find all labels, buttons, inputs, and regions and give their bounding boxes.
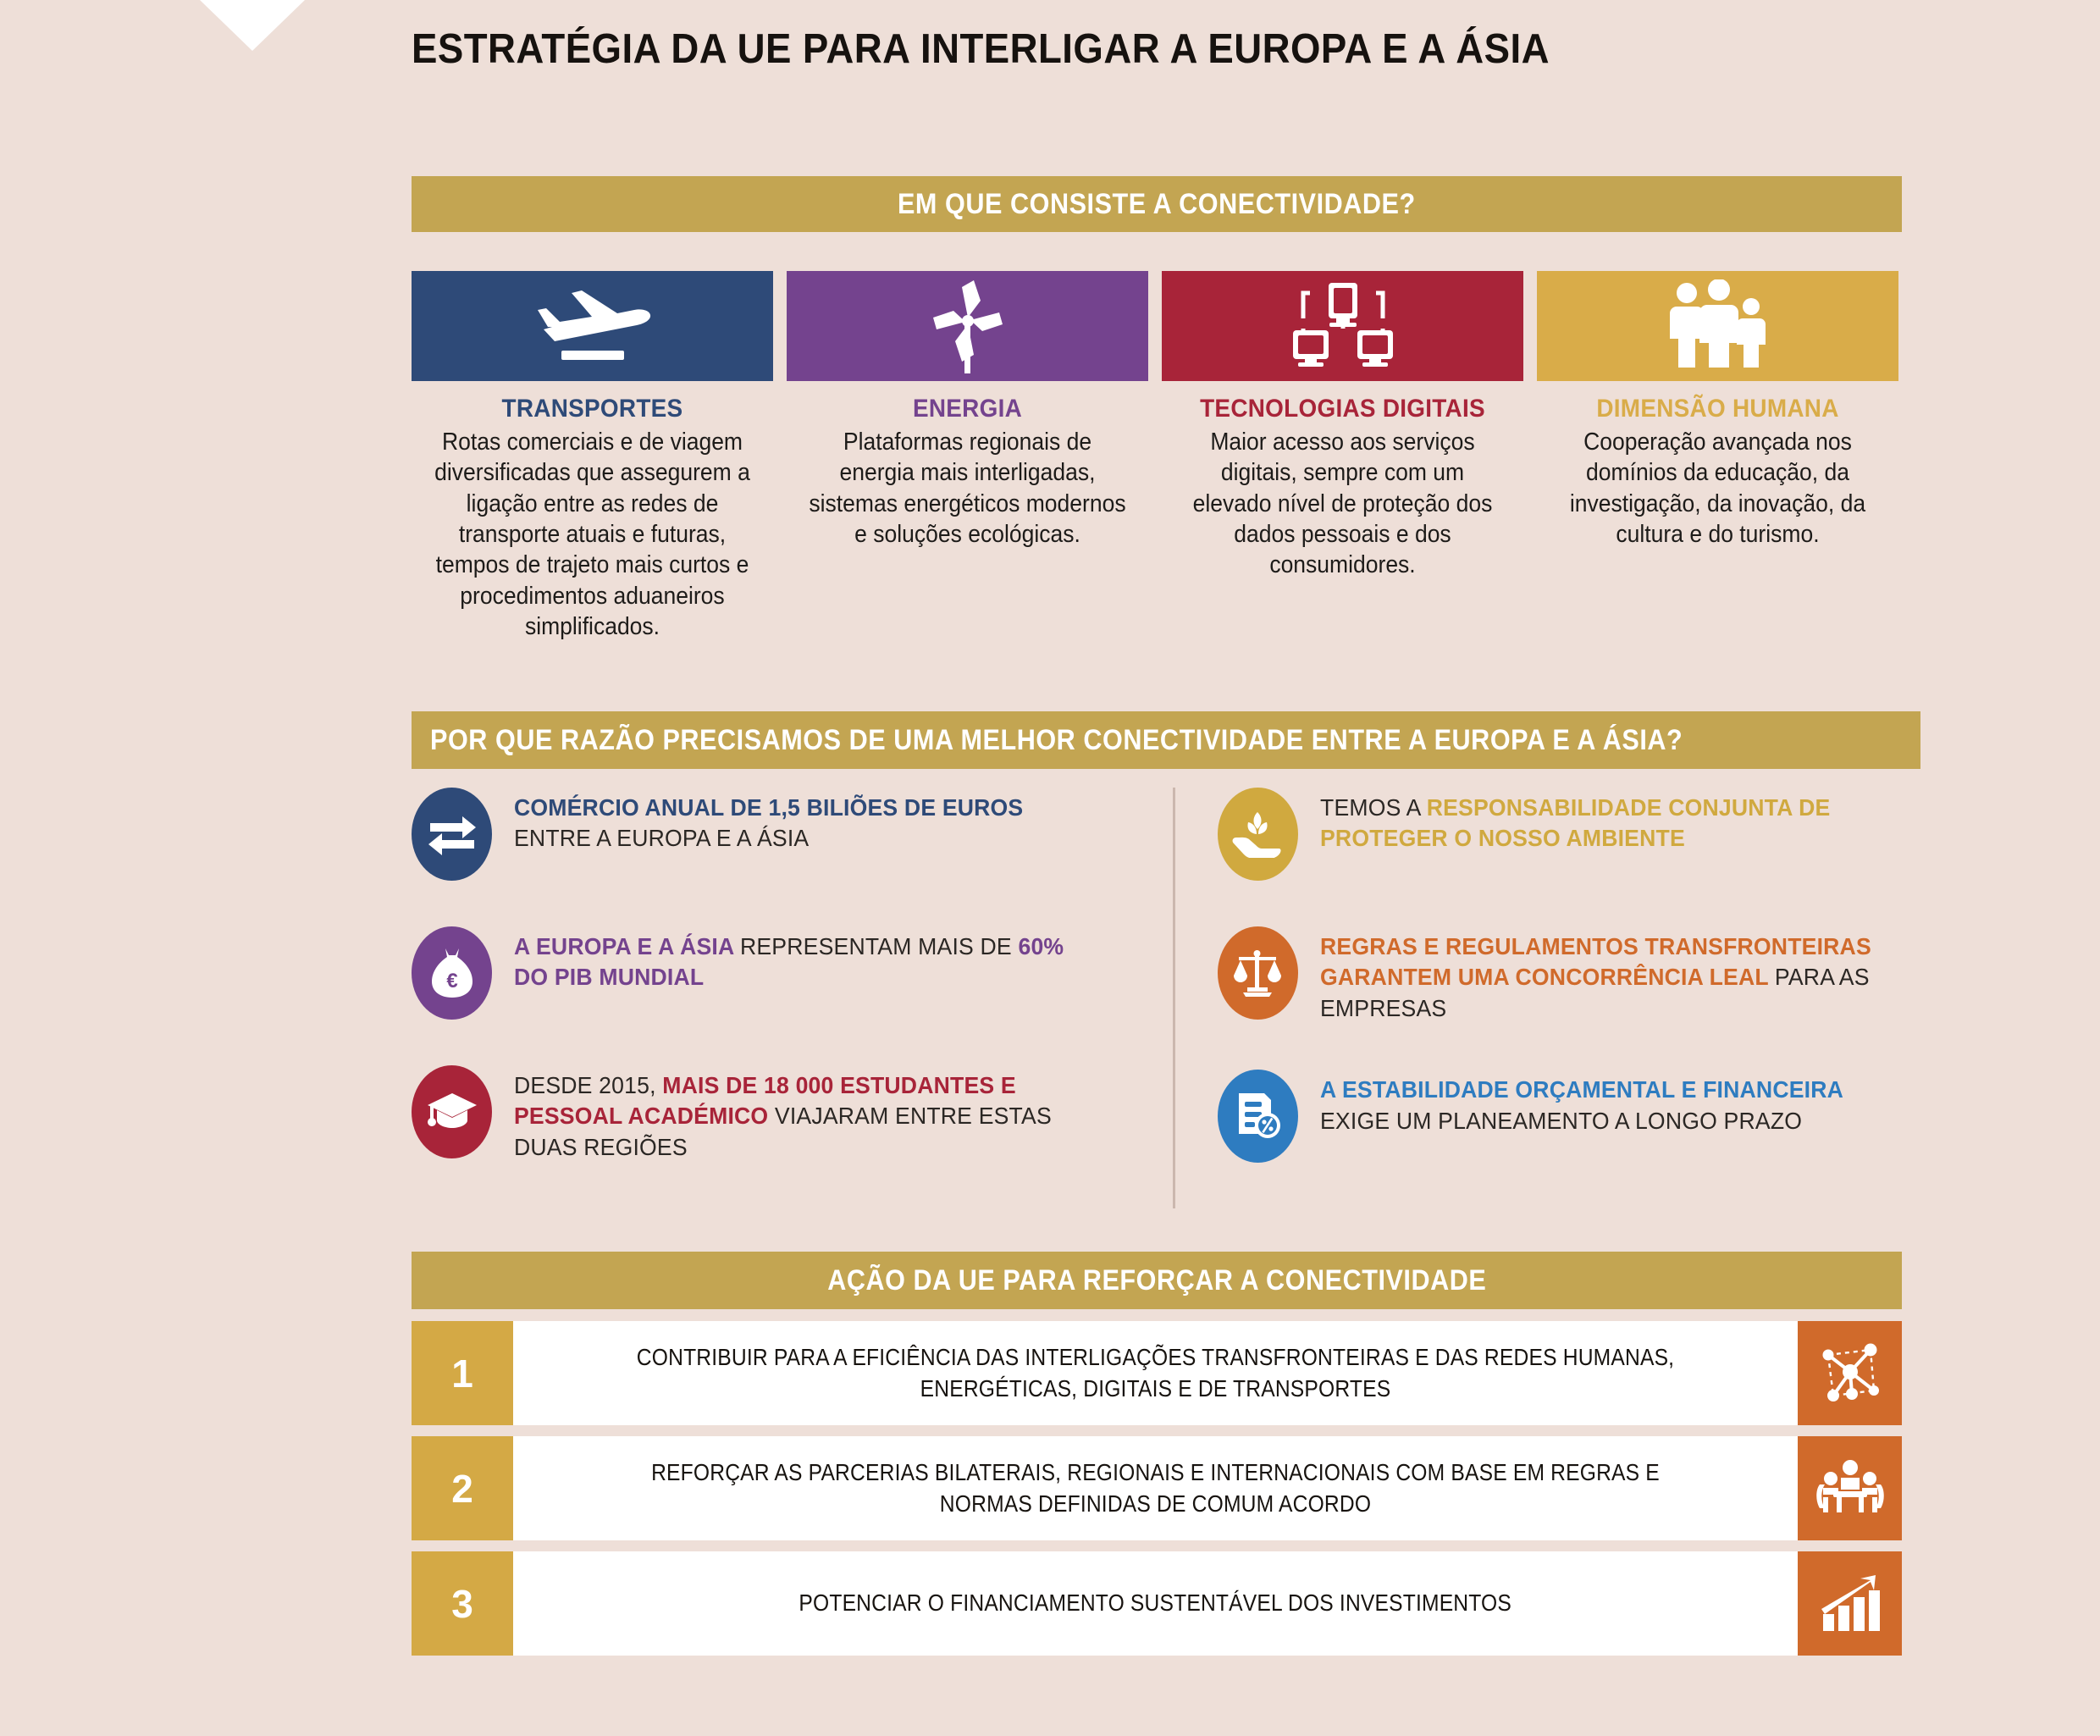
action-number-1: 1 <box>412 1321 513 1425</box>
action-body-1 <box>513 1321 1798 1425</box>
svg-text:€: € <box>445 970 458 992</box>
reasons-column-left <box>412 788 1097 1208</box>
banner-why-label: POR QUE RAZÃO PRECISAMOS DE UMA MELHOR CONECTIVIDADE ENTRE A EUROPA E A ÁSIA? <box>430 723 1683 756</box>
network-nodes-icon <box>1818 1341 1882 1406</box>
money-bag-euro-icon <box>430 947 474 999</box>
reason-gdp-normal: REPRESENTAM MAIS DE <box>739 933 1019 959</box>
pillar-title-dimensao: DIMENSÃO HUMANA <box>1596 395 1839 423</box>
pillar-thumb-transportes <box>412 271 773 381</box>
page-title: ESTRATÉGIA DA UE PARA INTERLIGAR A EUROPA E A ÁSIA <box>412 26 1550 72</box>
reason-students-normal2: VIAJARAM ENTRE ESTAS DUAS REGIÕES <box>514 1103 1052 1160</box>
action-text-1: CONTRIBUIR PARA A EFICIÊNCIA DAS INTERLIGAÇÕES TRANSFRONTEIRAS E DAS REDES HUMANAS, ENERGÉTICAS, DIGITAIS E DE TRANSPORTES <box>636 1343 1675 1402</box>
wind-turbine-icon <box>921 275 1014 377</box>
scales-justice-icon <box>1232 948 1283 998</box>
reason-icon-environment <box>1218 788 1298 881</box>
reason-trade-bold: COMÉRCIO ANUAL DE 1,5 BILIÕES DE EUROS <box>514 794 1024 821</box>
reason-gdp-bold1: A EUROPA E A ÁSIA <box>514 933 740 959</box>
banner-why-connectivity <box>412 711 1920 769</box>
reason-trade-lines <box>514 793 1067 854</box>
reason-text-trade <box>514 788 1097 854</box>
reason-gdp-bold2: 60% DO PIB MUNDIAL <box>514 933 1064 991</box>
action-body-3 <box>513 1551 1798 1656</box>
reason-stability-normal: EXIGE UM PLANEAMENTO A LONGO PRAZO <box>1319 1107 1802 1134</box>
pillar-title-transportes: TRANSPORTES <box>501 395 683 423</box>
action-icon-box-1 <box>1798 1321 1902 1425</box>
pillar-transportes <box>412 271 773 643</box>
action-icon-box-2 <box>1798 1436 1902 1540</box>
reason-students-bold: MAIS DE 18 000 ESTUDANTES E PESSOAL ACADÉMICO <box>514 1072 1016 1130</box>
growth-chart-icon <box>1818 1573 1882 1634</box>
airplane-icon <box>529 279 656 373</box>
reasons-section <box>412 788 1902 1208</box>
pillar-text-dimensao: Cooperação avançada nos domínios da educação, da investigação, da inovação, da cultura e do turismo. <box>1569 428 1866 548</box>
reason-students <box>412 1065 1097 1163</box>
reason-stability-bold: A ESTABILIDADE ORÇAMENTAL E FINANCEIRA <box>1319 1076 1843 1103</box>
two-way-arrows-icon <box>427 813 478 855</box>
reason-text-stability <box>1320 1070 1903 1136</box>
reason-rules <box>1218 926 1903 1024</box>
document-percent-icon <box>1234 1092 1281 1141</box>
meeting-table-icon <box>1816 1459 1884 1518</box>
reason-icon-rules <box>1218 926 1298 1020</box>
reason-icon-trade <box>412 788 492 881</box>
pillar-thumb-tecnologias <box>1162 271 1523 381</box>
action-row-2 <box>412 1436 1902 1540</box>
action-icon-box-3 <box>1798 1551 1902 1656</box>
reason-trade <box>412 788 1097 881</box>
action-row-1 <box>412 1321 1902 1425</box>
reason-environment-bold: RESPONSABILIDADE CONJUNTA DE PROTEGER O NOSSO AMBIENTE <box>1319 794 1830 852</box>
reason-trade-normal: ENTRE A EUROPA E A ÁSIA <box>514 825 810 852</box>
top-notch-decoration <box>200 0 305 51</box>
banner-action-label: AÇÃO DA UE PARA REFORÇAR A CONECTIVIDADE <box>826 1263 1487 1296</box>
pillar-title-energia: ENERGIA <box>912 395 1023 423</box>
pillar-text-energia: Plataformas regionais de energia mais interligadas, sistemas energéticos modernos e soluções ecológicas. <box>809 428 1126 548</box>
reason-rules-lines <box>1320 932 1873 1024</box>
reason-environment-lines <box>1320 793 1873 854</box>
reason-icon-students <box>412 1065 492 1158</box>
reason-text-gdp <box>514 926 1097 993</box>
action-number-3: 3 <box>412 1551 513 1656</box>
action-number-2: 2 <box>412 1436 513 1540</box>
reason-gdp <box>412 926 1097 1020</box>
pillar-title-tecnologias: TECNOLOGIAS DIGITAIS <box>1200 395 1485 423</box>
reason-stability-lines <box>1320 1075 1873 1136</box>
digital-network-icon <box>1288 278 1398 375</box>
family-icon <box>1663 279 1773 373</box>
action-text-2: REFORÇAR AS PARCERIAS BILATERAIS, REGIONAIS E INTERNACIONAIS COM BASE EM REGRAS E NORMAS DEFINIDAS DE COMUM ACORDO <box>651 1458 1660 1517</box>
banner-what-label: EM QUE CONSISTE A CONECTIVIDADE? <box>898 187 1416 220</box>
reason-text-rules <box>1320 926 1903 1024</box>
reason-rules-bold: REGRAS E REGULAMENTOS TRANSFRONTEIRAS GARANTEM UMA CONCORRÊNCIA LEAL <box>1319 933 1871 991</box>
reason-rules-normal: PARA AS EMPRESAS <box>1319 964 1870 1021</box>
pillar-thumb-dimensao <box>1537 271 1898 381</box>
reason-environment-normal: TEMOS A <box>1319 794 1427 821</box>
pillar-text-tecnologias: Maior acesso aos serviços digitais, sempre com um elevado nível de proteção dos dados pessoais e dos consumidores. <box>1192 428 1493 579</box>
pillar-energia <box>787 271 1148 643</box>
actions-list <box>412 1321 1902 1667</box>
pillar-text-transportes: Rotas comerciais e de viagem diversificadas que assegurem a ligação entre as redes de transporte atuais e futuras, tempos de trajeto mais curtos e procedimentos aduaneiros simplificados. <box>434 428 750 641</box>
reason-students-normal1: DESDE 2015, <box>514 1072 663 1098</box>
reason-stability <box>1218 1070 1903 1163</box>
reasons-column-right <box>1173 788 1903 1208</box>
banner-eu-action <box>412 1252 1902 1309</box>
reason-environment <box>1218 788 1903 881</box>
pillars-row <box>412 271 1902 643</box>
hand-plant-icon <box>1231 810 1284 858</box>
reason-text-environment <box>1320 788 1903 854</box>
reason-icon-stability <box>1218 1070 1298 1163</box>
pillar-tecnologias-digitais <box>1162 271 1523 643</box>
action-row-3 <box>412 1551 1902 1656</box>
banner-what-is-connectivity <box>412 176 1902 232</box>
reason-icon-gdp <box>412 926 492 1020</box>
pillar-thumb-energia <box>787 271 1148 381</box>
reason-gdp-lines <box>514 932 1067 993</box>
reason-students-lines <box>514 1070 1067 1163</box>
action-text-3: POTENCIAR O FINANCIAMENTO SUSTENTÁVEL DOS INVESTIMENTOS <box>799 1589 1512 1617</box>
pillar-dimensao-humana <box>1537 271 1898 643</box>
graduation-cap-icon <box>426 1092 478 1132</box>
action-body-2 <box>513 1436 1798 1540</box>
reason-text-students <box>514 1065 1097 1163</box>
